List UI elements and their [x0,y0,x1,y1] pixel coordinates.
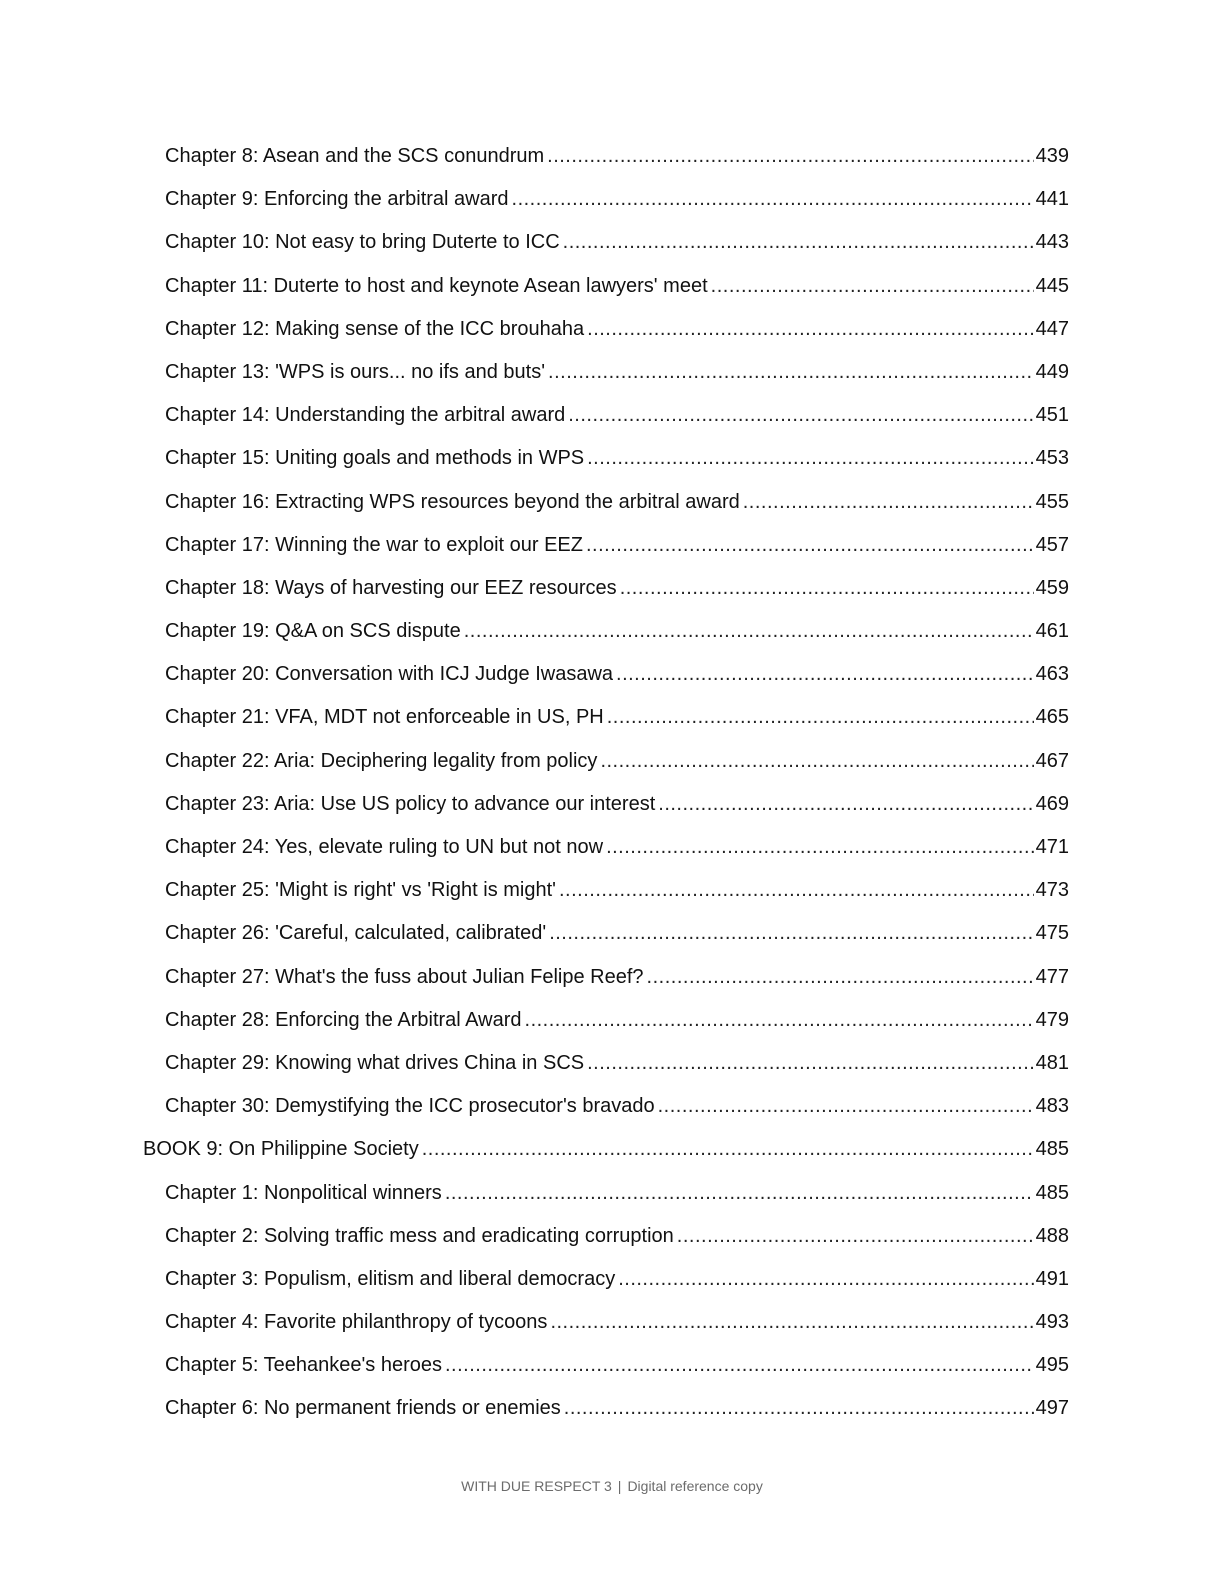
toc-chapter-entry[interactable] [0,394,1224,437]
toc-entry-title: Chapter 19: Q&A on SCS dispute [165,620,461,643]
toc-chapter-entry[interactable] [0,351,1224,394]
toc-entry-page-number: 453 [1035,447,1069,470]
toc-entry-page-number: 455 [1035,490,1069,513]
toc-entry-page-number: 483 [1035,1095,1069,1118]
toc-dot-leader [512,178,1034,221]
toc-entry-title: Chapter 26: 'Careful, calculated, calibrated' [165,922,547,945]
toc-dot-leader [658,1085,1034,1128]
toc-dot-leader [600,740,1033,783]
toc-entry-title: Chapter 3: Populism, elitism and liberal democracy [165,1267,616,1290]
toc-dot-leader [616,653,1034,696]
footer-book-title: WITH DUE RESPECT 3 [461,1478,612,1494]
toc-dot-leader [618,1258,1033,1301]
toc-entry-page-number: 469 [1035,792,1069,815]
toc-entry-page-number: 457 [1035,533,1069,556]
toc-entry-title: Chapter 14: Understanding the arbitral award [165,404,566,427]
toc-dot-leader [445,1344,1034,1387]
toc-entry-title: Chapter 23: Aria: Use US policy to advance our interest [165,792,656,815]
toc-chapter-entry[interactable] [0,265,1224,308]
toc-dot-leader [587,437,1034,480]
toc-entry-title: Chapter 27: What's the fuss about Julian Felipe Reef? [165,965,644,988]
toc-entry-page-number: 449 [1035,360,1069,383]
toc-entry-title: Chapter 18: Ways of harvesting our EEZ resources [165,576,617,599]
toc-chapter-entry[interactable] [0,481,1224,524]
toc-chapter-entry[interactable] [0,1172,1224,1215]
toc-dot-leader [549,912,1033,955]
toc-dot-leader [550,1301,1033,1344]
toc-entry-title: Chapter 21: VFA, MDT not enforceable in US, PH [165,706,604,729]
toc-entry-title: Chapter 1: Nonpolitical winners [165,1181,442,1204]
toc-entry-page-number: 485 [1035,1138,1069,1161]
toc-entry-page-number: 465 [1035,706,1069,729]
footer-separator: | [617,1478,622,1494]
toc-dot-leader [547,135,1033,178]
toc-entry-title: Chapter 28: Enforcing the Arbitral Award [165,1008,522,1031]
toc-entry-title: Chapter 30: Demystifying the ICC prosecutor's bravado [165,1095,655,1118]
toc-chapter-entry[interactable] [0,178,1224,221]
toc-dot-leader [620,567,1034,610]
toc-entry-page-number: 471 [1035,836,1069,858]
toc-entry-page-number: 445 [1035,274,1069,297]
toc-entry-title: Chapter 17: Winning the war to exploit our EEZ [165,533,583,556]
toc-entry-page-number: 477 [1035,965,1069,988]
toc-entry-title: Chapter 25: 'Might is right' vs 'Right is might' [165,879,556,902]
toc-chapter-entry[interactable] [0,1215,1224,1258]
toc-dot-leader [658,783,1033,826]
toc-dot-leader [587,1042,1034,1085]
toc-chapter-entry[interactable] [0,826,1224,869]
toc-chapter-entry[interactable] [0,437,1224,480]
toc-entry-title: Chapter 10: Not easy to bring Duterte to ICC [165,231,560,254]
toc-chapter-entry[interactable] [0,999,1224,1042]
toc-chapter-entry[interactable] [0,135,1224,178]
footer-note: Digital reference copy [627,1478,763,1494]
toc-entry-title: Chapter 12: Making sense of the ICC brouhaha [165,317,585,340]
toc-dot-leader [464,610,1034,653]
toc-entry-page-number: 467 [1035,749,1069,772]
toc-chapter-entry[interactable] [0,567,1224,610]
toc-chapter-entry[interactable] [0,1042,1224,1085]
toc-entry-title: Chapter 5: Teehankee's heroes [165,1354,442,1377]
toc-dot-leader [711,265,1034,308]
toc-entry-title: Chapter 16: Extracting WPS resources beyond the arbitral award [165,490,740,513]
toc-dot-leader [559,869,1034,912]
toc-chapter-entry[interactable] [0,1301,1224,1344]
toc-chapter-entry[interactable] [0,653,1224,696]
toc-dot-leader [587,308,1033,351]
toc-chapter-entry[interactable] [0,1085,1224,1128]
toc-dot-leader [445,1172,1034,1215]
toc-entry-page-number: 481 [1035,1051,1069,1074]
toc-chapter-entry[interactable] [0,956,1224,999]
toc-entry-title: Chapter 20: Conversation with ICJ Judge Iwasawa [165,663,614,686]
toc-dot-leader [606,826,1034,869]
toc-entry-title: Chapter 15: Uniting goals and methods in WPS [165,447,585,470]
toc-dot-leader [607,696,1034,739]
toc-entry-page-number: 451 [1035,404,1069,427]
toc-entry-page-number: 475 [1035,922,1069,945]
toc-entry-title: Chapter 2: Solving traffic mess and eradicating corruption [165,1224,674,1247]
toc-entry-title: Chapter 11: Duterte to host and keynote Asean lawyers' meet [165,274,708,297]
toc-dot-leader [586,524,1034,567]
toc-entry-title: Chapter 13: 'WPS is ours... no ifs and buts' [165,360,546,383]
toc-dot-leader [548,351,1034,394]
toc-chapter-entry[interactable] [0,783,1224,826]
toc-chapter-entry[interactable] [0,869,1224,912]
toc-entry-page-number: 485 [1035,1181,1069,1204]
toc-dot-leader [677,1215,1034,1258]
toc-dot-leader [647,956,1034,999]
toc-entry-title: Chapter 9: Enforcing the arbitral award [165,188,509,211]
toc-dot-leader [564,1387,1034,1430]
toc-dot-leader [422,1128,1034,1171]
table-of-contents [0,135,1224,1431]
toc-chapter-entry[interactable] [0,221,1224,264]
toc-dot-leader [563,221,1034,264]
toc-entry-page-number: 443 [1035,231,1069,254]
toc-entry-title: Chapter 6: No permanent friends or enemies [165,1397,561,1420]
toc-entry-title: Chapter 22: Aria: Deciphering legality from policy [165,749,598,772]
toc-chapter-entry[interactable] [0,308,1224,351]
toc-entry-page-number: 495 [1035,1354,1069,1377]
toc-dot-leader [743,481,1034,524]
toc-entry-title: Chapter 4: Favorite philanthropy of tycoons [165,1311,548,1334]
page-footer [0,1478,1224,1494]
toc-entry-title: Chapter 8: Asean and the SCS conundrum [165,145,545,167]
toc-book-entry[interactable] [0,1128,1224,1171]
toc-entry-page-number: 497 [1035,1397,1069,1420]
toc-entry-page-number: 459 [1035,576,1069,599]
toc-chapter-entry[interactable] [0,1387,1224,1430]
toc-entry-page-number: 463 [1035,663,1069,686]
toc-entry-title: BOOK 9: On Philippine Society [143,1138,419,1161]
toc-dot-leader [525,999,1034,1042]
toc-chapter-entry[interactable] [0,1344,1224,1387]
toc-entry-page-number: 447 [1035,317,1069,340]
toc-chapter-entry[interactable] [0,740,1224,783]
toc-entry-page-number: 493 [1035,1311,1069,1334]
toc-entry-page-number: 491 [1035,1267,1069,1290]
toc-chapter-entry[interactable] [0,524,1224,567]
toc-entry-page-number: 479 [1035,1008,1069,1031]
toc-entry-page-number: 461 [1035,620,1069,643]
toc-chapter-entry[interactable] [0,912,1224,955]
toc-chapter-entry[interactable] [0,1258,1224,1301]
toc-entry-title: Chapter 29: Knowing what drives China in SCS [165,1051,585,1074]
toc-entry-title: Chapter 24: Yes, elevate ruling to UN but not now [165,836,604,858]
toc-entry-page-number: 441 [1035,188,1069,211]
toc-dot-leader [568,394,1033,437]
toc-chapter-entry[interactable] [0,696,1224,739]
toc-entry-page-number: 439 [1035,145,1069,167]
toc-entry-page-number: 473 [1035,879,1069,902]
toc-entry-page-number: 488 [1035,1224,1069,1247]
toc-chapter-entry[interactable] [0,610,1224,653]
